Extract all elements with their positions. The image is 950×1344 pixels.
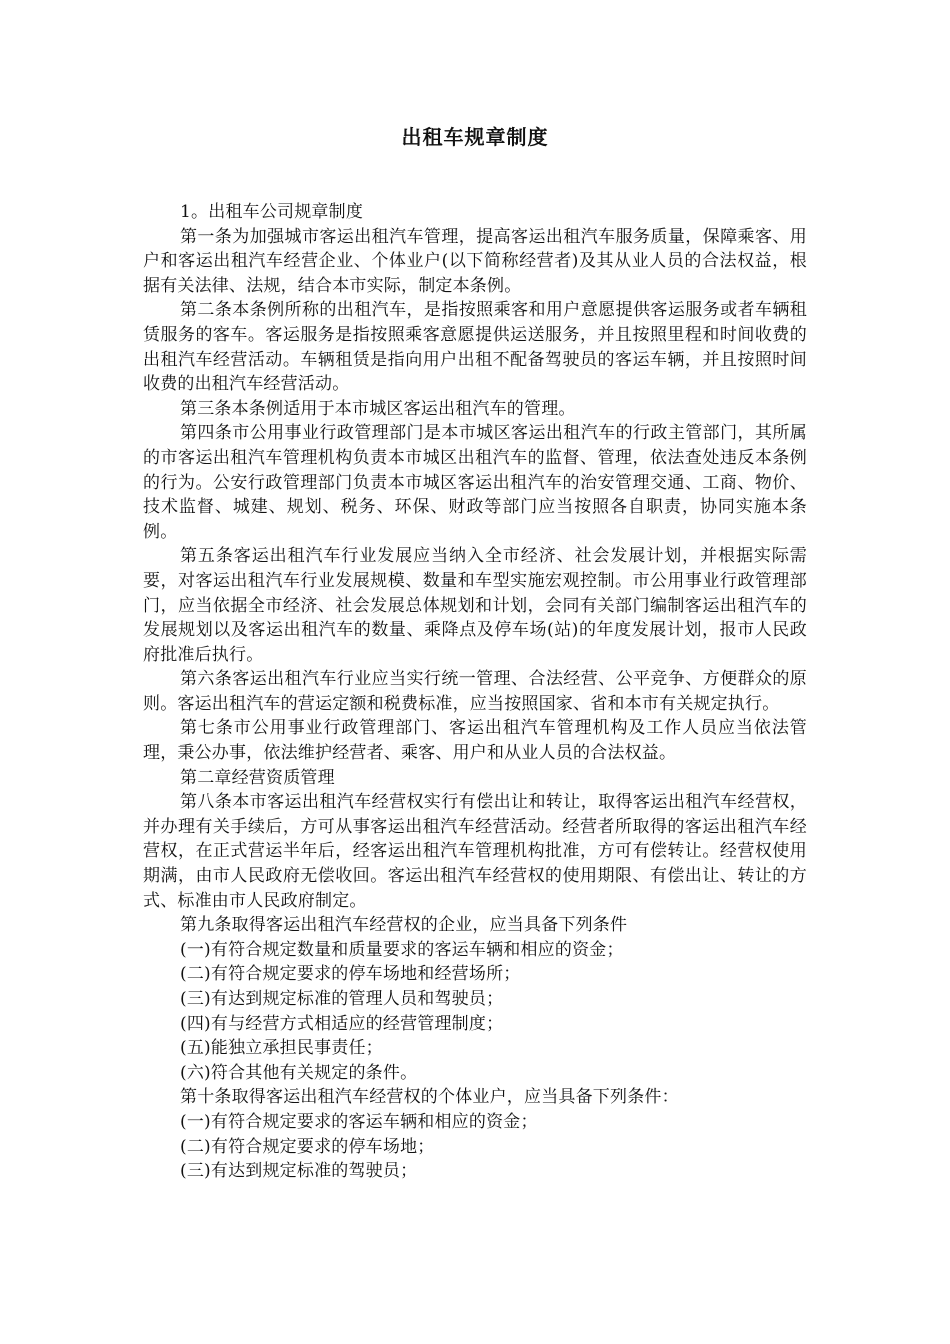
list-item: (五)能独立承担民事责任； [180,1038,383,1059]
paragraph-article-10: 第十条取得客运出租汽车经营权的个体业户，应当具备下列条件： [180,1087,679,1108]
list-item: (六)符合其他有关规定的条件。 [180,1062,418,1083]
paragraph-article-2: 第二条本条例所称的出租汽车，是指按照乘客和用户意愿提供客运服务或者车辆租赁服务的客车。客运服务是指按照乘客意愿提供运送服务，并且按照里程和时间收费的出租汽车经营活动。车辆租赁是指向用户出租不配备驾驶员的客运车辆，并且按照时间收费的出租汽车经营活动。 [143,300,807,395]
list-item: (一)有符合规定数量和质量要求的客运车辆和相应的资金； [180,939,624,960]
paragraph-article-9: 第九条取得客运出租汽车经营权的企业，应当具备下列条件 [180,915,628,936]
list-item: (三)有达到规定标准的管理人员和驾驶员； [180,989,504,1009]
list-item: (二)有符合规定要求的停车场地和经营场所； [180,964,521,985]
list-item: (四)有与经营方式相适应的经营管理制度； [180,1013,504,1034]
paragraph-article-8: 第八条本市客运出租汽车经营权实行有偿出让和转让，取得客运出租汽车经营权，并办理有关手续后，方可从事客运出租汽车经营活动。经营者所取得的客运出租汽车经营权，在正式营运半年后，经客运出租汽车管理机构批准，方可有偿转让。经营权使用期满，由市人民政府无偿收回。客运出租汽车经营权的使用期限、有偿出让、转让的方式、标准由市人民政府制定。 [143,792,807,911]
document-body [143,200,807,1184]
list-item: (二)有符合规定要求的停车场地； [180,1136,435,1157]
paragraph-article-5: 第五条客运出租汽车行业发展应当纳入全市经济、社会发展计划，并根据实际需要，对客运出租汽车行业发展规模、数量和车型实施宏观控制。市公用事业行政管理部门，应当依据全市经济、社会发展总体规划和计划，会同有关部门编制客运出租汽车的发展规划以及客运出租汽车的数量、乘降点及停车场(站)的年度发展计划，报市人民政府批准后执行。 [143,546,807,665]
list-item: (三)有达到规定标准的驾驶员； [180,1161,418,1182]
paragraph-article-7: 第七条市公用事业行政管理部门、客运出租汽车管理机构及工作人员应当依法管理，秉公办事，依法维护经营者、乘客、用户和从业人员的合法权益。 [143,718,807,764]
paragraph-article-1: 第一条为加强城市客运出租汽车管理，提高客运出租汽车服务质量，保障乘客、用户和客运出租汽车经营企业、个体业户(以下简称经营者)及其从业人员的合法权益，根据有关法律、法规，结合本市实际，制定本条例。 [143,226,807,296]
paragraph-article-4: 第四条市公用事业行政管理部门是本市城区客运出租汽车的行政主管部门，其所属的市客运出租汽车管理机构负责本市城区出租汽车的监督、管理，依法查处违反本条例的行为。公安行政管理部门负责本市城区客运出租汽车的治安管理交通、工商、物价、技术监督、城建、规划、税务、环保、财政等部门应当按照各自职责，协同实施本条例。 [143,423,807,542]
paragraph-article-3: 第三条本条例适用于本市城区客运出租汽车的管理。 [180,398,576,419]
paragraph-article-6: 第六条客运出租汽车行业应当实行统一管理、合法经营、公平竞争、方便群众的原则。客运出租汽车的营运定额和税费标准，应当按照国家、省和本市有关规定执行。 [143,669,807,714]
list-item: (一)有符合规定要求的客运车辆和相应的资金； [180,1111,538,1132]
document-title: 出租车规章制度 [401,125,549,149]
paragraph-heading: 1。出租车公司规章制度 [180,202,364,222]
chapter-heading: 第二章经营资质管理 [180,767,335,788]
